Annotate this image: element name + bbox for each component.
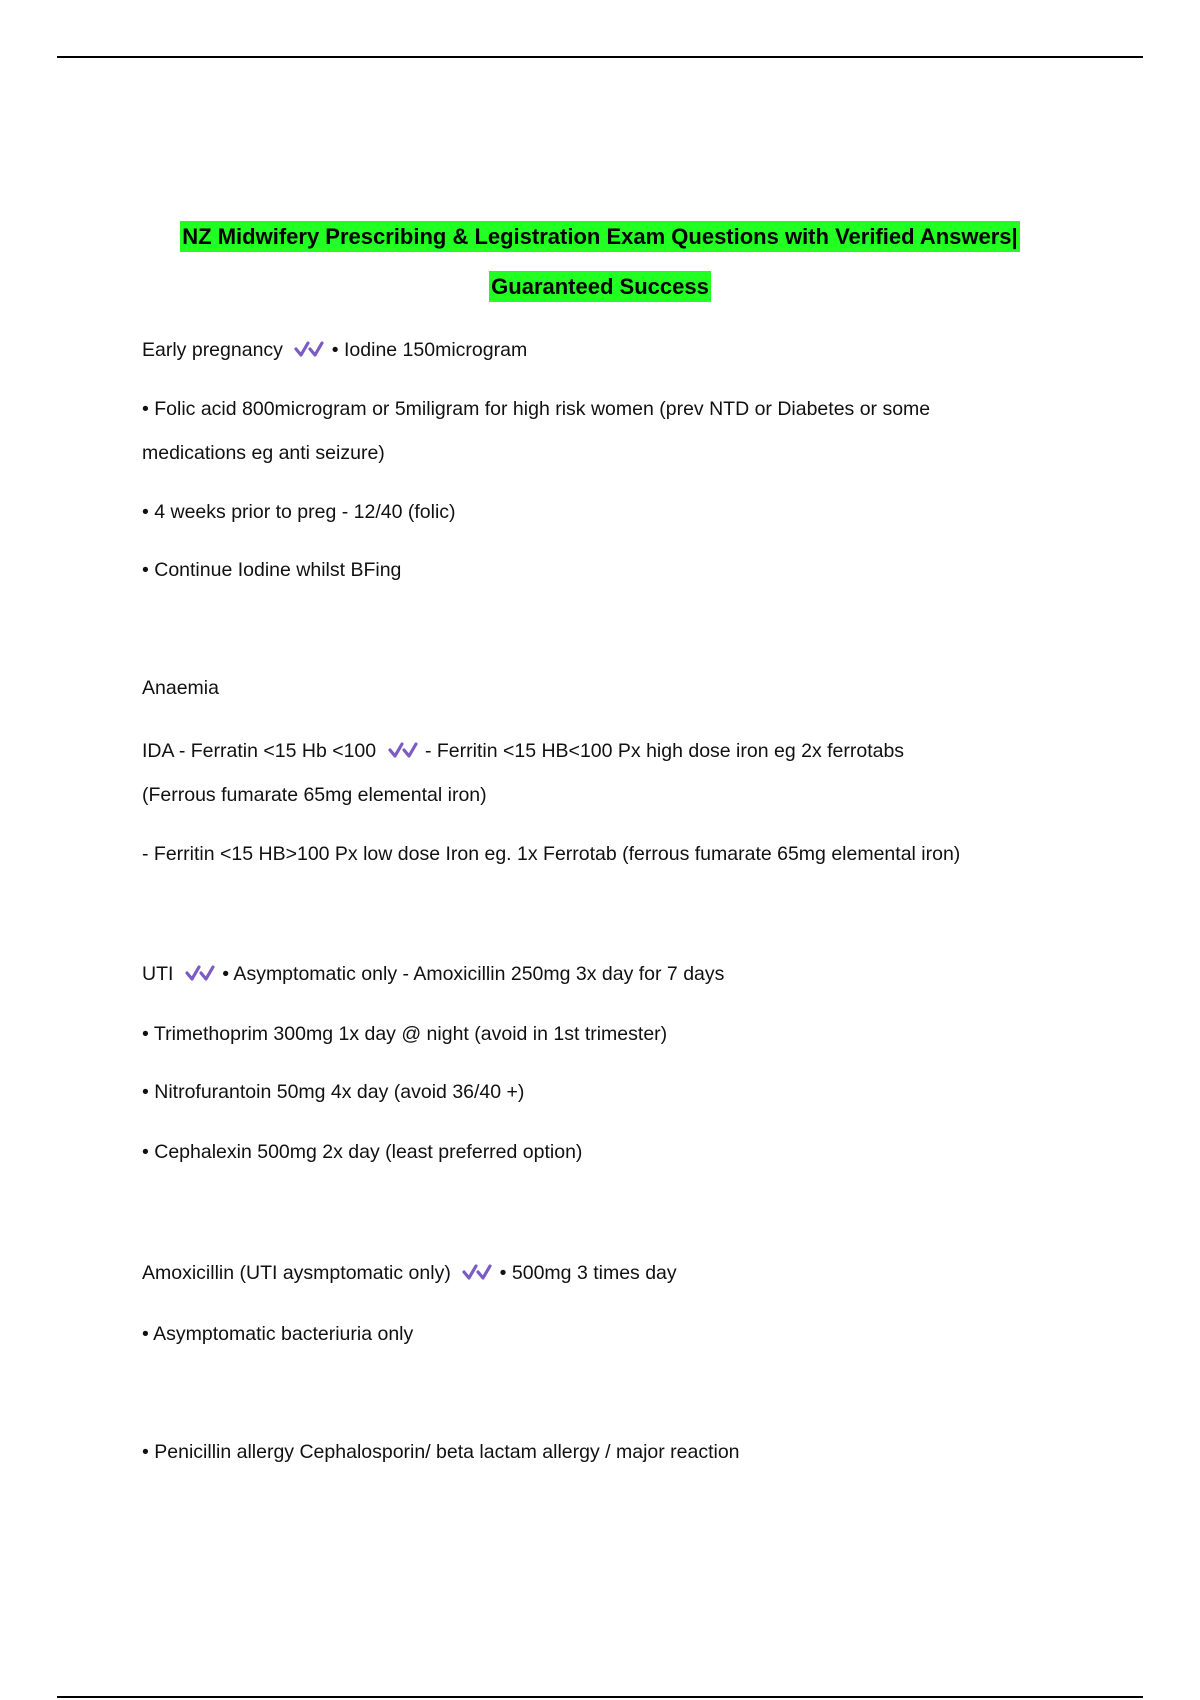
double-check-icon [462, 1261, 488, 1283]
double-check-icon [388, 739, 414, 761]
list-item: • Continue Iodine whilst BFing [142, 559, 402, 581]
early-pregnancy-item-1: • Iodine 150microgram [331, 339, 528, 361]
amoxicillin-item-1: • 500mg 3 times day [499, 1262, 677, 1284]
amoxicillin-heading: Amoxicillin (UTI aysmptomatic only) [142, 1262, 451, 1284]
list-item: • Nitrofurantoin 50mg 4x day (avoid 36/40 +) [142, 1081, 525, 1103]
uti-heading: UTI [142, 963, 174, 985]
list-item: • 4 weeks prior to preg - 12/40 (folic) [142, 501, 456, 523]
title-line-2: Guaranteed Success [489, 271, 711, 302]
list-item: • Asymptomatic bacteriuria only [142, 1323, 414, 1345]
early-pregnancy-heading: Early pregnancy [142, 339, 283, 361]
list-item: • Cephalexin 500mg 2x day (least preferred option) [142, 1141, 583, 1163]
uti-question [142, 961, 724, 987]
list-item: • Penicillin allergy Cephalosporin/ beta lactam allergy / major reaction [142, 1441, 740, 1463]
anaemia-heading: Anaemia [142, 677, 219, 699]
anaemia-question [142, 738, 904, 764]
list-item: • Folic acid 800microgram or 5miligram for high risk women (prev NTD or Diabetes or some [142, 398, 931, 420]
document-title [100, 212, 1100, 312]
title-line-1: NZ Midwifery Prescribing & Legistration Exam Questions with Verified Answers| [180, 221, 1019, 252]
ida-answer-1: - Ferritin <15 HB<100 Px high dose iron eg 2x ferrotabs [424, 740, 905, 762]
list-item: - Ferritin <15 HB>100 Px low dose Iron eg. 1x Ferrotab (ferrous fumarate 65mg elemental iron) [142, 843, 961, 865]
double-check-icon [185, 962, 211, 984]
list-item: • Trimethoprim 300mg 1x day @ night (avoid in 1st trimester) [142, 1023, 668, 1045]
ida-label: IDA - Ferratin <15 Hb <100 [142, 740, 377, 762]
uti-item-1: • Asymptomatic only - Amoxicillin 250mg 3x day for 7 days [222, 963, 725, 985]
amoxicillin-question [142, 1260, 677, 1286]
header-rule [57, 56, 1143, 58]
footer-rule [57, 1696, 1143, 1698]
early-pregnancy-question [142, 337, 527, 363]
list-item-continuation: medications eg anti seizure) [142, 442, 385, 464]
list-item-continuation: (Ferrous fumarate 65mg elemental iron) [142, 784, 487, 806]
double-check-icon [294, 338, 320, 360]
